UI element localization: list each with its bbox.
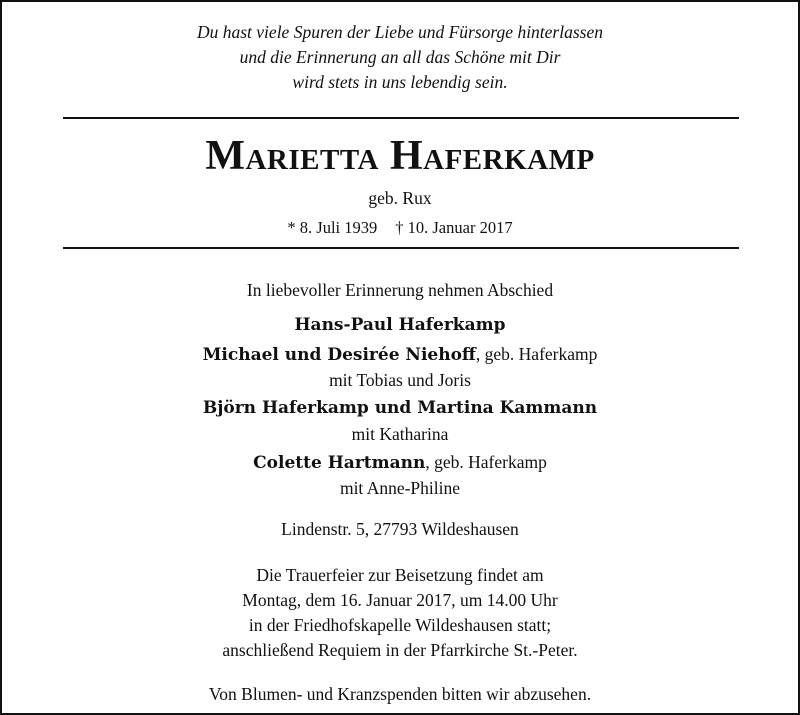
ceremony-line-3: in der Friedhofskapelle Wildeshausen statt; (248, 615, 552, 635)
poem-line-3: wird stets in uns lebendig sein. (292, 72, 508, 92)
closing-note: Von Blumen- und Kranzspenden bitten wir abzusehen. (208, 684, 592, 704)
bottom-divider (63, 247, 739, 249)
memorial-poem (2, 20, 798, 95)
poem-line-2: und die Erinnerung an all das Schöne mit Dir (239, 47, 561, 67)
birth-date: * 8. Juli 1939 (287, 218, 378, 237)
deceased-name: Marietta Haferkamp (205, 133, 595, 179)
poem-line-1: Du hast viele Spuren der Liebe und Fürsorge hinterlassen (196, 22, 603, 42)
mourner-4-children: mit Anne-Philine (339, 478, 461, 498)
ceremony-line-4: anschließend Requiem in der Pfarrkirche St.-Peter. (222, 640, 578, 660)
mourner-3-name: Björn Haferkamp und Martina Kammann (202, 398, 598, 418)
mourner-1-name: Hans-Paul Haferkamp (294, 315, 506, 335)
mourner-4-name: Colette Hartmann (253, 453, 426, 473)
ceremony-line-1: Die Trauerfeier zur Beisetzung findet am (256, 565, 544, 585)
family-address: Lindenstr. 5, 27793 Wildeshausen (281, 519, 519, 539)
mourner-4-suffix: , geb. Haferkamp (425, 452, 547, 472)
mourner-2-suffix: , geb. Haferkamp (475, 344, 598, 364)
mourner-3 (2, 396, 798, 420)
mourner-2-name: Michael und Desirée Niehoff (202, 345, 476, 365)
ceremony-line-2: Montag, dem 16. Januar 2017, um 14.00 Uhr (242, 590, 558, 610)
life-dates (2, 216, 798, 240)
mourner-3-children: mit Katharina (351, 424, 449, 444)
mourner-1 (2, 313, 798, 337)
mourner-4 (2, 450, 798, 475)
mourner-2 (2, 342, 798, 367)
birth-name: geb. Rux (368, 188, 432, 208)
top-divider (63, 117, 739, 119)
mourner-2-children: mit Tobias und Joris (329, 370, 471, 390)
death-date: † 10. Januar 2017 (395, 218, 513, 237)
farewell-intro: In liebevoller Erinnerung nehmen Abschied (246, 280, 554, 300)
